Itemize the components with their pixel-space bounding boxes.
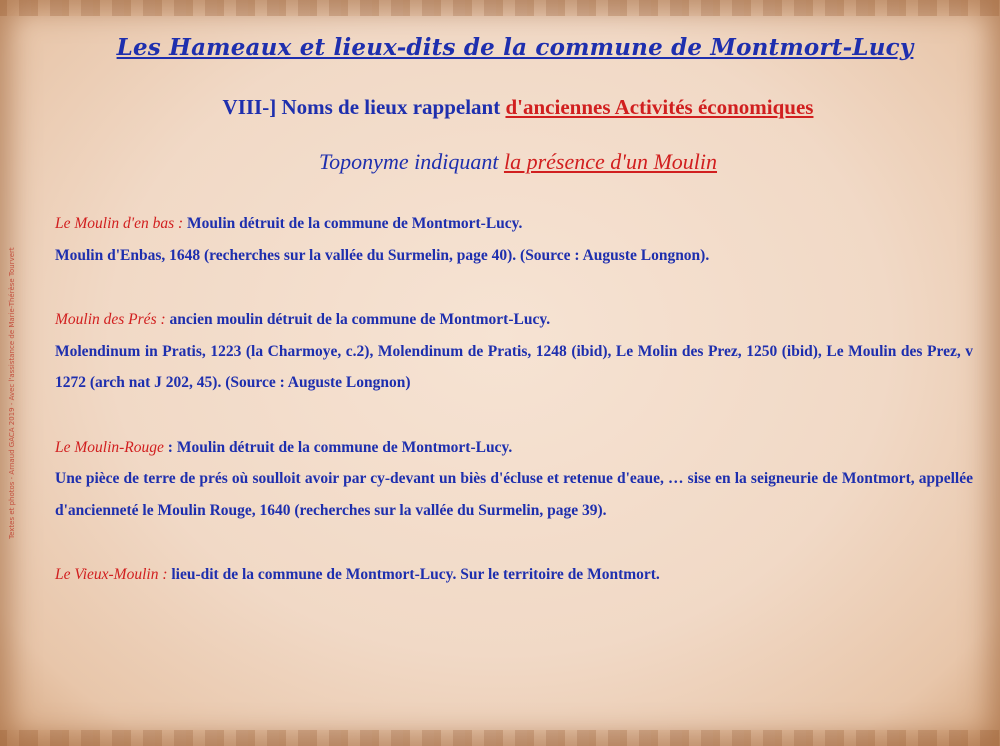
entry-heading [55,208,973,240]
side-credit-text: Textes et photos - Arnaud GACA 2019 - Avec l'assistance de Marie-Thérèse Tourvert [8,247,16,539]
entry-term: Moulin des Prés : [55,311,166,328]
entry-description: ancien moulin détruit de la commune de Montmort-Lucy. [165,311,551,328]
section-prefix: VIII-] Noms de lieux rappelant [222,95,506,119]
entry-detail: Moulin d'Enbas, 1648 (recherches sur la vallée du Surmelin, page 40). (Source : Auguste Longnon). [55,246,710,264]
entry-vieux-moulin [55,559,973,591]
entry-heading [55,559,973,591]
entry-term: Le Moulin d'en bas : [55,215,184,232]
entry-heading [55,432,973,464]
toponym-highlight: la présence d'un Moulin [503,149,718,174]
entry-description: Moulin détruit de la commune de Montmort-Lucy. [183,215,523,232]
page-title: Les Hameaux et lieux-dits de la commune de Montmort-Lucy [116,34,914,61]
entry-description: lieu-dit de la commune de Montmort-Lucy. Sur le territoire de Montmort. [167,566,660,583]
section-heading [0,95,1000,120]
entry-moulin-des-pres [55,304,973,399]
entry-heading [55,304,973,336]
toponym-heading [0,149,1000,175]
entry-detail: Molendinum in Pratis, 1223 (la Charmoye, c.2), Molendinum de Pratis, 1248 (ibid), Le Molin des Prez, 1250 (ibid), Le Moulin des Prez, v 1272 (arch nat J 202, 45). (Source : Auguste Longnon) [55,342,973,391]
toponym-prefix: Toponyme indiquant [318,149,504,174]
entry-term: Le Moulin-Rouge [55,438,164,456]
entry-moulin-rouge [55,432,973,527]
torn-edge-bottom [0,730,1000,746]
entry-description: : Moulin détruit de la commune de Montmort-Lucy. [163,438,513,456]
section-highlight: d'anciennes Activités économiques [505,95,814,119]
torn-edge-top [0,0,1000,16]
entry-detail: Une pièce de terre de prés où soulloit avoir par cy-devant un biès d'écluse et retenue d'eaue, … sise en la seigneurie de Montmort, appellée d'ancienneté le Moulin Rouge, 1640 (recherches sur la vallée du Surmelin, page 39). [55,470,973,519]
entry-moulin-en-bas [55,208,973,271]
entries-list [55,208,973,591]
entry-term: Le Vieux-Moulin : [55,566,168,583]
